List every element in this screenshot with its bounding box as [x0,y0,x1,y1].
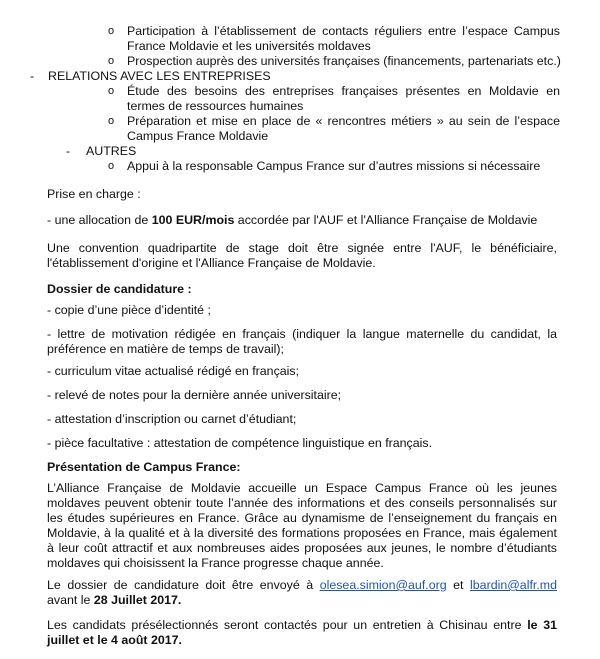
dossier-item-lettre: - lettre de motivation rédigée en français (indiquer la langue maternelle du candidat, la préférence en matière de temps de travail); [47,327,557,356]
email-link-lbardin[interactable]: lbardin@alfr.md [470,578,557,592]
allocation-line [47,213,557,228]
dossier-item-identite: - copie d’une pièce d’identité ; [47,303,211,317]
dash-marker: - [66,144,71,158]
envoi-paragraph [47,578,557,608]
convention-paragraph: Une convention quadripartite de stage doit être signée entre l'AUF, le bénéficiaire, l'établissement d'origine et l'Alliance Française de Moldavie. [47,241,557,270]
dossier-item-facultative: - pièce facultative : attestation de compétence linguistique en français. [47,436,433,450]
list-item-text: Préparation et mise en place de « rencontres métiers » au sein de l’espace Campus France Moldavie [127,114,560,143]
allocation-amount: 100 EUR/mois [151,213,235,227]
bullet-marker: o [108,115,115,127]
envoi-middle: avant le [47,593,94,607]
envoi-prefix: Le dossier de candidature doit être envoyé à [47,578,320,592]
entretien-paragraph [47,618,557,648]
entretien-prefix: Les candidats présélectionnés seront contactés pour un entretien à Chisinau entre [47,618,528,632]
section-heading-text: AUTRES [86,144,137,158]
dossier-heading: Dossier de candidature : [47,282,192,296]
allocation-prefix: - une allocation de [47,213,152,227]
list-item-text: Appui à la responsable Campus France sur d’autres missions si nécessaire [127,159,541,173]
presentation-paragraph: L’Alliance Française de Moldavie accueille un Espace Campus France où les jeunes moldaves peuvent obtenir toute l’année des informations et des conseils personnalisés sur les études supérieures en France. Grâce au dynamisme de l’enseignement du français en Moldavie, à la qualité et à la diversité des formations proposées en France, mais également à leur coût attractif et aux nombreuses aides proposées aux jeunes, le nombre d’étudiants moldaves qui choisissent la France progresse chaque année. [47,481,557,570]
envoi-date: 28 Juillet 2017. [93,593,182,607]
list-item-text: Étude des besoins des entreprises françaises présentes en Moldavie en termes de ressources humaines [127,84,560,113]
dash-marker: - [30,69,35,83]
bullet-marker: o [108,85,115,97]
presentation-heading: Présentation de Campus France: [47,460,241,474]
dossier-item-releve: - relevé de notes pour la dernière année universitaire; [47,388,342,402]
allocation-suffix: accordée par l'AUF et l'Alliance Française de Moldavie [234,213,538,227]
entretien-dates: le 31 juillet et le 4 août 2017. [47,618,558,647]
prise-en-charge-label: Prise en charge : [47,187,141,201]
dossier-item-attestation: - attestation d’inscription ou carnet d’étudiant; [47,412,297,426]
bullet-marker: o [108,25,115,37]
dossier-item-cv: - curriculum vitae actualisé rédigé en français; [47,364,300,378]
bullet-marker: o [108,55,115,67]
envoi-conj: et [446,578,471,592]
bullet-marker: o [108,160,115,172]
section-heading-text: RELATIONS AVEC LES ENTREPRISES [48,69,271,83]
list-item-text: Participation à l’établissement de contacts réguliers entre l’espace Campus France Moldavie et les universités moldaves [127,24,560,53]
list-item-text: Prospection auprès des universités françaises (financements, partenariats etc.) [127,54,561,68]
email-link-olesea[interactable]: olesea.simion@auf.org [319,578,447,592]
